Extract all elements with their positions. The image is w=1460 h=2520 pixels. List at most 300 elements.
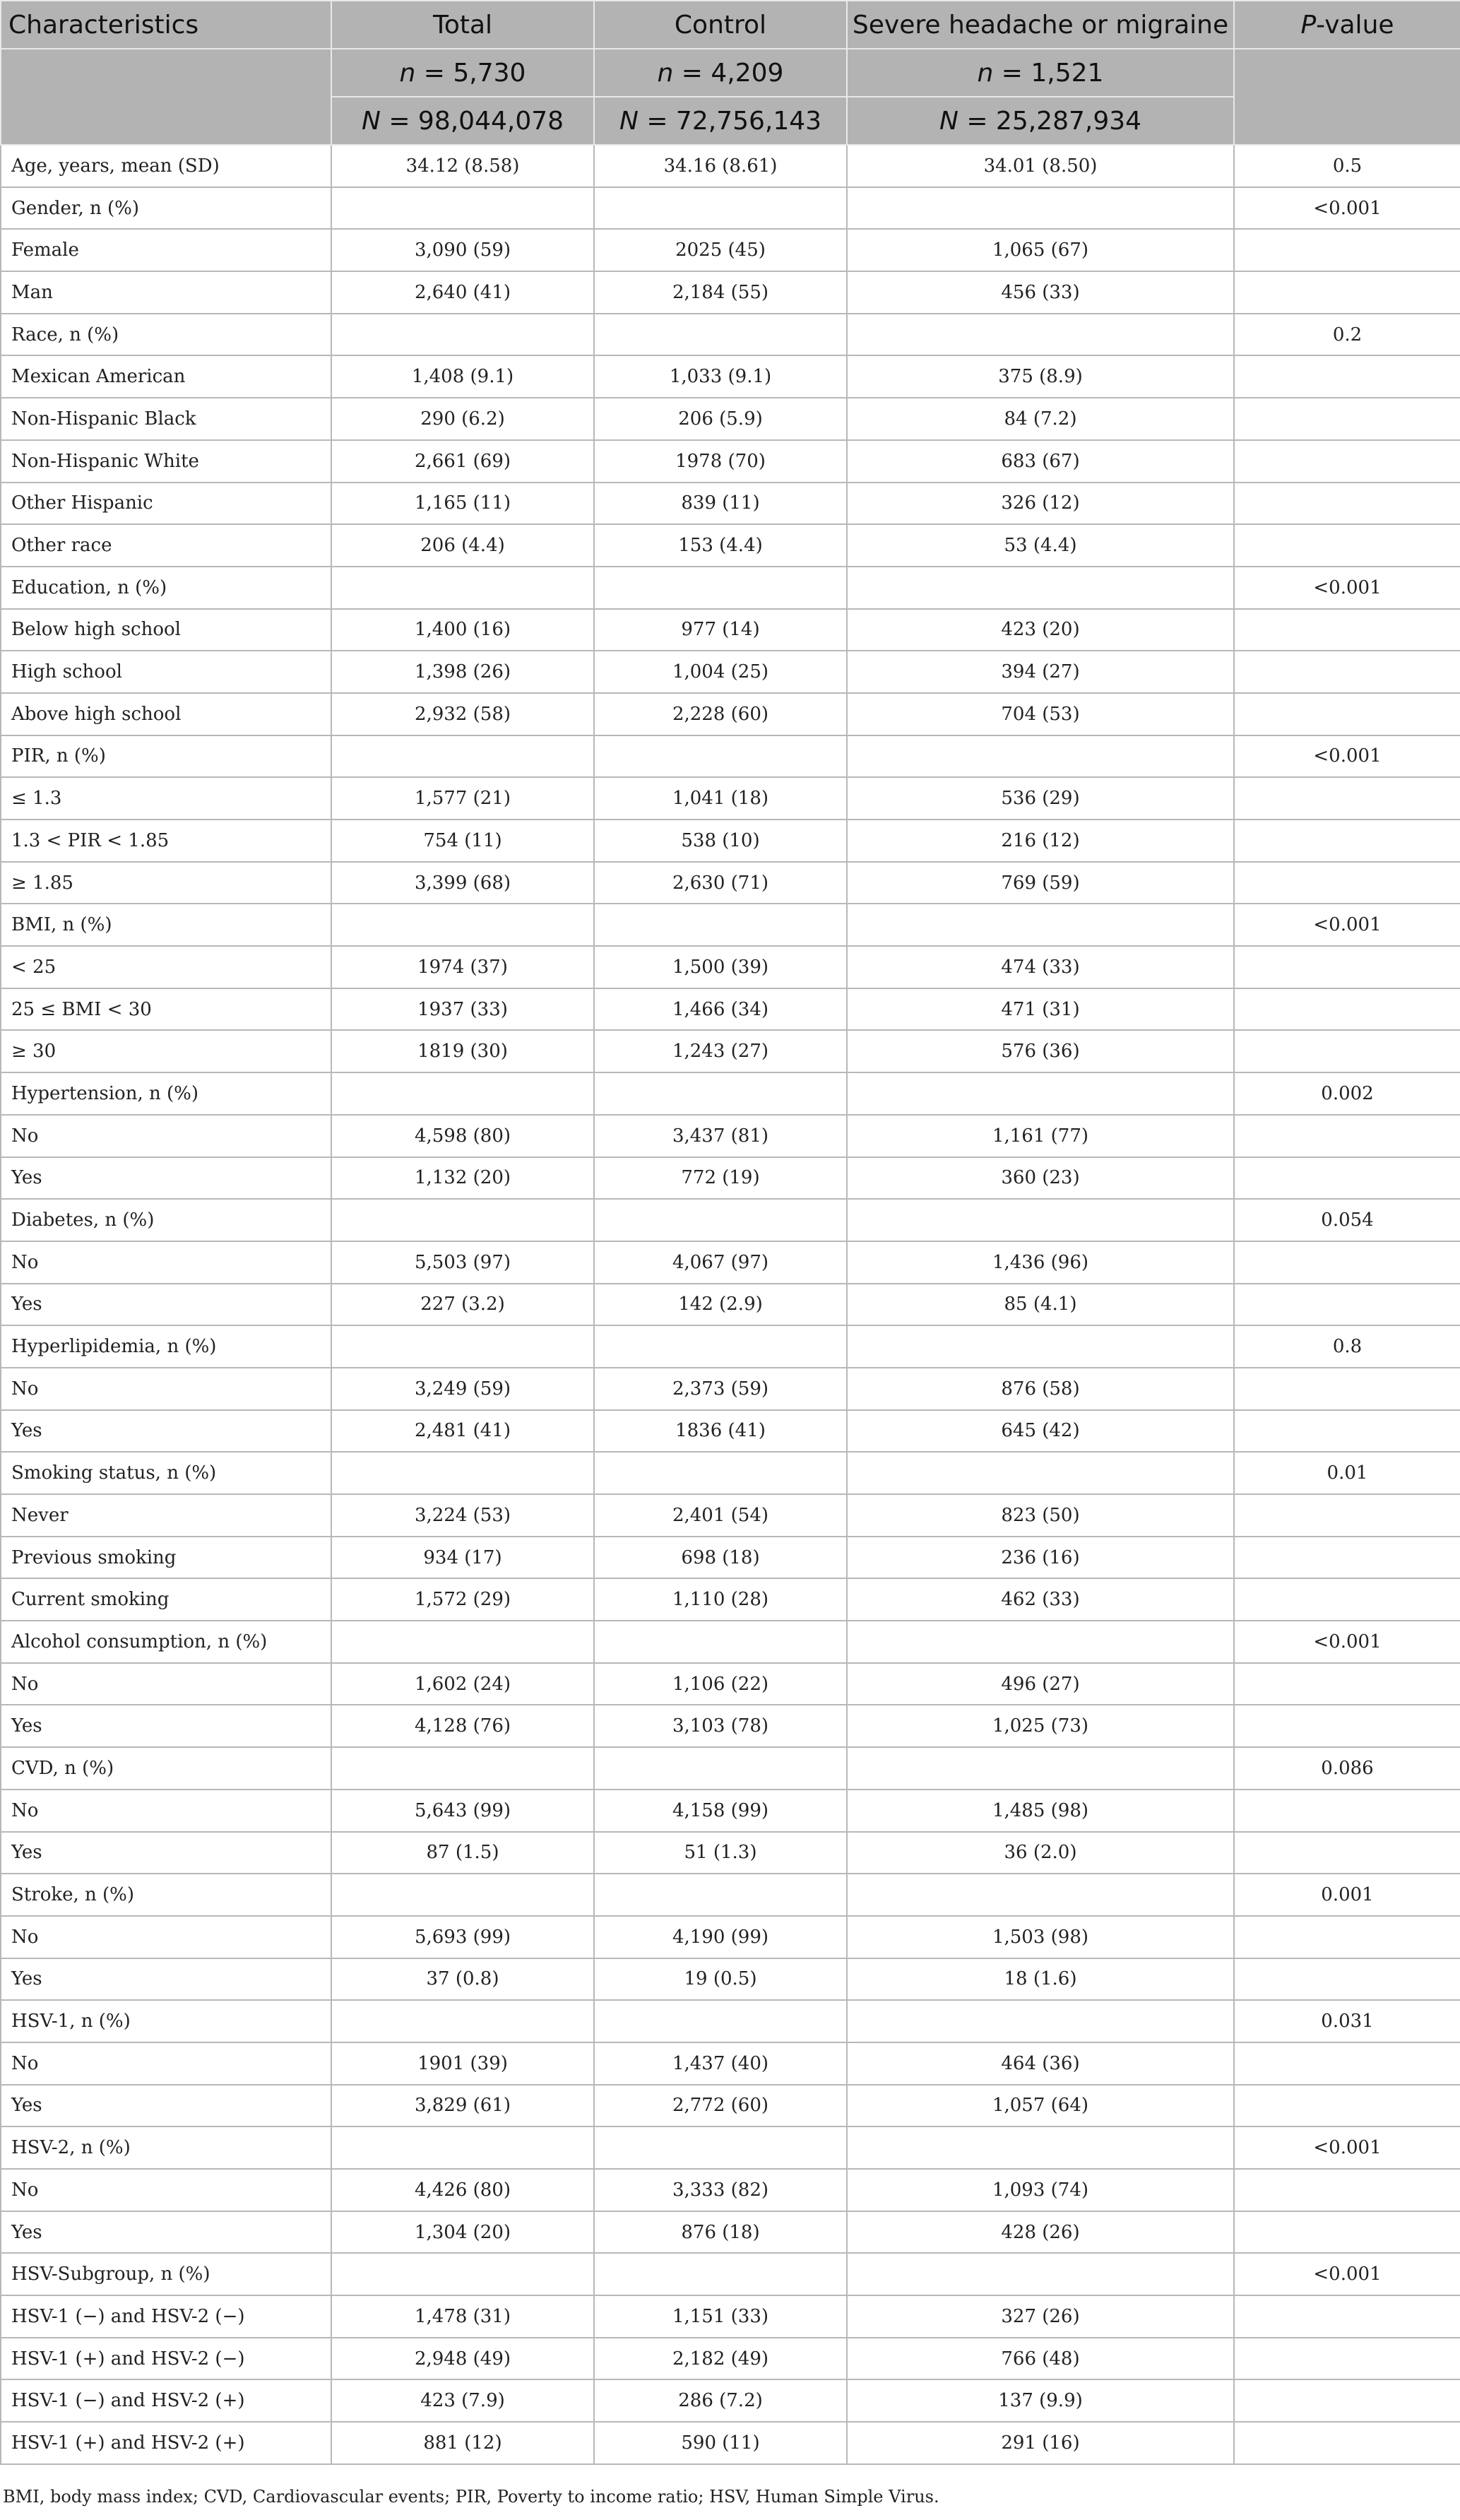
p-value: <0.001 — [1234, 567, 1460, 609]
p-value — [1234, 1494, 1460, 1537]
table-row — [1, 1030, 1460, 1072]
table-row — [1, 145, 1460, 187]
case-value — [847, 2000, 1234, 2042]
control-value: 590 (11) — [594, 2422, 847, 2464]
total-value — [331, 735, 594, 778]
control-value — [594, 1452, 847, 1494]
table-row — [1, 398, 1460, 440]
control-value: 2,228 (60) — [594, 693, 847, 735]
control-value — [594, 1874, 847, 1916]
row-label: Yes — [1, 2085, 331, 2127]
total-value: 87 (1.5) — [331, 1832, 594, 1874]
p-value — [1234, 1790, 1460, 1832]
control-value: 1,500 (39) — [594, 946, 847, 988]
row-label: CVD, n (%) — [1, 1747, 331, 1790]
p-value: 0.054 — [1234, 1199, 1460, 1241]
total-value: 4,128 (76) — [331, 1705, 594, 1747]
p-value — [1234, 693, 1460, 735]
control-value: 3,103 (78) — [594, 1705, 847, 1747]
case-value — [847, 1072, 1234, 1115]
row-label: < 25 — [1, 946, 331, 988]
p-value: 0.8 — [1234, 1325, 1460, 1368]
table-row — [1, 988, 1460, 1031]
p-value — [1234, 609, 1460, 651]
control-value: 51 (1.3) — [594, 1832, 847, 1874]
row-label: No — [1, 1916, 331, 1958]
total-value: 5,503 (97) — [331, 1241, 594, 1284]
control-value: 1,466 (34) — [594, 988, 847, 1031]
p-value — [1234, 2085, 1460, 2127]
row-label: Education, n (%) — [1, 567, 331, 609]
case-value: 704 (53) — [847, 693, 1234, 735]
total-value: 1901 (39) — [331, 2042, 594, 2085]
total-value: 3,399 (68) — [331, 862, 594, 904]
case-value: 1,485 (98) — [847, 1790, 1234, 1832]
p-value — [1234, 2422, 1460, 2464]
p-value — [1234, 2169, 1460, 2211]
row-label: ≥ 30 — [1, 1030, 331, 1072]
header-p-letter: P — [1300, 10, 1317, 40]
control-value: 2,772 (60) — [594, 2085, 847, 2127]
p-value — [1234, 440, 1460, 483]
p-value — [1234, 1241, 1460, 1284]
row-label: Man — [1, 271, 331, 314]
total-value: 1,602 (24) — [331, 1663, 594, 1705]
row-label: No — [1, 1663, 331, 1705]
control-value: 2025 (45) — [594, 229, 847, 271]
table-row — [1, 483, 1460, 525]
weighted-n-total: N = 98,044,078 — [331, 97, 594, 145]
total-value: 5,693 (99) — [331, 1916, 594, 1958]
total-value: 1819 (30) — [331, 1030, 594, 1072]
case-value: 1,503 (98) — [847, 1916, 1234, 1958]
p-value: 0.001 — [1234, 1874, 1460, 1916]
table-row — [1, 2000, 1460, 2042]
case-value: 576 (36) — [847, 1030, 1234, 1072]
case-value: 766 (48) — [847, 2338, 1234, 2380]
header-row — [1, 1, 1460, 49]
control-value: 153 (4.4) — [594, 524, 847, 567]
case-value: 84 (7.2) — [847, 398, 1234, 440]
p-value: <0.001 — [1234, 187, 1460, 230]
table-row — [1, 1874, 1460, 1916]
row-label: Age, years, mean (SD) — [1, 145, 331, 187]
control-value — [594, 567, 847, 609]
case-value: 428 (26) — [847, 2211, 1234, 2254]
control-value: 2,401 (54) — [594, 1494, 847, 1537]
control-value — [594, 187, 847, 230]
row-label: Smoking status, n (%) — [1, 1452, 331, 1494]
case-value: 769 (59) — [847, 862, 1234, 904]
control-value — [594, 1621, 847, 1663]
header-blank-right — [1234, 49, 1460, 145]
row-label: No — [1, 1790, 331, 1832]
total-value — [331, 2126, 594, 2169]
total-value: 1,304 (20) — [331, 2211, 594, 2254]
row-label: High school — [1, 651, 331, 693]
control-value — [594, 1072, 847, 1115]
total-value: 1,478 (31) — [331, 2295, 594, 2338]
case-value: 85 (4.1) — [847, 1284, 1234, 1326]
total-value: 2,932 (58) — [331, 693, 594, 735]
header-blank-left — [1, 49, 331, 145]
row-label: ≤ 1.3 — [1, 777, 331, 820]
table-row — [1, 1705, 1460, 1747]
case-value: 1,436 (96) — [847, 1241, 1234, 1284]
case-value: 18 (1.6) — [847, 1958, 1234, 2001]
table-row — [1, 2253, 1460, 2295]
case-value — [847, 1325, 1234, 1368]
table-row — [1, 2379, 1460, 2422]
table-row — [1, 1325, 1460, 1368]
row-label: Yes — [1, 1705, 331, 1747]
row-label: Stroke, n (%) — [1, 1874, 331, 1916]
row-label: Female — [1, 229, 331, 271]
p-value — [1234, 1157, 1460, 1200]
header-p-suffix: -value — [1316, 10, 1394, 40]
total-value: 1,398 (26) — [331, 651, 594, 693]
table-row — [1, 271, 1460, 314]
row-label: HSV-1 (−) and HSV-2 (−) — [1, 2295, 331, 2338]
case-value — [847, 1452, 1234, 1494]
control-value: 1,004 (25) — [594, 651, 847, 693]
case-value — [847, 1747, 1234, 1790]
total-value — [331, 904, 594, 946]
table-row — [1, 1199, 1460, 1241]
table-row — [1, 651, 1460, 693]
total-value — [331, 2253, 594, 2295]
table-row — [1, 2169, 1460, 2211]
table-row — [1, 1368, 1460, 1410]
case-value: 1,093 (74) — [847, 2169, 1234, 2211]
table-row — [1, 2422, 1460, 2464]
control-value — [594, 2000, 847, 2042]
table-row — [1, 1072, 1460, 1115]
table-row — [1, 1578, 1460, 1621]
control-value: 142 (2.9) — [594, 1284, 847, 1326]
case-value: 1,065 (67) — [847, 229, 1234, 271]
table-row — [1, 1790, 1460, 1832]
header-control: Control — [594, 1, 847, 49]
p-value — [1234, 271, 1460, 314]
table-row — [1, 777, 1460, 820]
row-label: Alcohol consumption, n (%) — [1, 1621, 331, 1663]
total-value: 3,090 (59) — [331, 229, 594, 271]
row-label: Yes — [1, 1410, 331, 1453]
case-value: 474 (33) — [847, 946, 1234, 988]
control-value: 2,373 (59) — [594, 1368, 847, 1410]
total-value: 754 (11) — [331, 820, 594, 862]
p-value — [1234, 524, 1460, 567]
total-value — [331, 1072, 594, 1115]
sample-size-row — [1, 49, 1460, 97]
case-value — [847, 1199, 1234, 1241]
case-value: 536 (29) — [847, 777, 1234, 820]
control-value: 1836 (41) — [594, 1410, 847, 1453]
row-label: Current smoking — [1, 1578, 331, 1621]
total-value: 881 (12) — [331, 2422, 594, 2464]
table-row — [1, 1452, 1460, 1494]
control-value: 1,151 (33) — [594, 2295, 847, 2338]
row-label: Hyperlipidemia, n (%) — [1, 1325, 331, 1368]
control-value — [594, 735, 847, 778]
control-value: 206 (5.9) — [594, 398, 847, 440]
total-value: 423 (7.9) — [331, 2379, 594, 2422]
total-value — [331, 1621, 594, 1663]
control-value: 876 (18) — [594, 2211, 847, 2254]
row-label: Mexican American — [1, 355, 331, 398]
control-value: 3,333 (82) — [594, 2169, 847, 2211]
row-label: Other race — [1, 524, 331, 567]
control-value: 2,630 (71) — [594, 862, 847, 904]
case-value: 216 (12) — [847, 820, 1234, 862]
case-value — [847, 2126, 1234, 2169]
row-label: Non-Hispanic Black — [1, 398, 331, 440]
total-value — [331, 1452, 594, 1494]
row-label: HSV-Subgroup, n (%) — [1, 2253, 331, 2295]
table-row — [1, 2085, 1460, 2127]
row-label: HSV-1 (−) and HSV-2 (+) — [1, 2379, 331, 2422]
total-value: 3,829 (61) — [331, 2085, 594, 2127]
case-value: 36 (2.0) — [847, 1832, 1234, 1874]
control-value — [594, 904, 847, 946]
p-value — [1234, 2338, 1460, 2380]
table-row — [1, 1157, 1460, 1200]
row-label: Above high school — [1, 693, 331, 735]
case-value — [847, 1621, 1234, 1663]
table-row — [1, 1410, 1460, 1453]
p-value: <0.001 — [1234, 1621, 1460, 1663]
total-value: 1,132 (20) — [331, 1157, 594, 1200]
table-row — [1, 2338, 1460, 2380]
control-value: 19 (0.5) — [594, 1958, 847, 2001]
row-label: Yes — [1, 1157, 331, 1200]
case-value: 462 (33) — [847, 1578, 1234, 1621]
case-value: 137 (9.9) — [847, 2379, 1234, 2422]
total-value: 2,640 (41) — [331, 271, 594, 314]
total-value — [331, 1747, 594, 1790]
control-value: 286 (7.2) — [594, 2379, 847, 2422]
row-label: Below high school — [1, 609, 331, 651]
p-value — [1234, 862, 1460, 904]
case-value: 327 (26) — [847, 2295, 1234, 2338]
case-value: 423 (20) — [847, 609, 1234, 651]
table-row — [1, 1241, 1460, 1284]
header-characteristics: Characteristics — [1, 1, 331, 49]
p-value — [1234, 1368, 1460, 1410]
p-value — [1234, 2211, 1460, 2254]
row-label: ≥ 1.85 — [1, 862, 331, 904]
p-value: 0.01 — [1234, 1452, 1460, 1494]
table-row — [1, 946, 1460, 988]
control-value — [594, 1325, 847, 1368]
table-row — [1, 1115, 1460, 1157]
total-value — [331, 1199, 594, 1241]
table-row — [1, 2211, 1460, 2254]
control-value: 2,182 (49) — [594, 2338, 847, 2380]
sample-n-case: n = 1,521 — [847, 49, 1234, 97]
case-value — [847, 904, 1234, 946]
table-footnote: BMI, body mass index; CVD, Cardiovascular events; PIR, Poverty to income ratio; HSV, Human Simple Virus. — [3, 2487, 939, 2507]
case-value: 291 (16) — [847, 2422, 1234, 2464]
case-value: 326 (12) — [847, 483, 1234, 525]
total-value: 2,948 (49) — [331, 2338, 594, 2380]
row-label: 1.3 < PIR < 1.85 — [1, 820, 331, 862]
total-value — [331, 314, 594, 356]
control-value: 2,184 (55) — [594, 271, 847, 314]
table-row — [1, 524, 1460, 567]
table-row — [1, 820, 1460, 862]
case-value: 375 (8.9) — [847, 355, 1234, 398]
case-value — [847, 187, 1234, 230]
table-row — [1, 2295, 1460, 2338]
total-value: 4,426 (80) — [331, 2169, 594, 2211]
total-value: 4,598 (80) — [331, 1115, 594, 1157]
p-value: <0.001 — [1234, 735, 1460, 778]
row-label: HSV-1, n (%) — [1, 2000, 331, 2042]
row-label: Yes — [1, 1284, 331, 1326]
table-row — [1, 1916, 1460, 1958]
p-value — [1234, 355, 1460, 398]
case-value: 456 (33) — [847, 271, 1234, 314]
table-row — [1, 314, 1460, 356]
row-label: HSV-1 (+) and HSV-2 (−) — [1, 2338, 331, 2380]
total-value: 290 (6.2) — [331, 398, 594, 440]
row-label: No — [1, 1241, 331, 1284]
control-value: 1,041 (18) — [594, 777, 847, 820]
case-value: 236 (16) — [847, 1537, 1234, 1579]
total-value: 1937 (33) — [331, 988, 594, 1031]
table-row — [1, 187, 1460, 230]
table-header — [1, 1, 1460, 145]
p-value — [1234, 229, 1460, 271]
p-value — [1234, 1284, 1460, 1326]
row-label: Yes — [1, 2211, 331, 2254]
sample-n-control: n = 4,209 — [594, 49, 847, 97]
control-value — [594, 1199, 847, 1241]
case-value — [847, 567, 1234, 609]
control-value: 1,110 (28) — [594, 1578, 847, 1621]
row-label: Race, n (%) — [1, 314, 331, 356]
total-value: 1974 (37) — [331, 946, 594, 988]
total-value — [331, 1325, 594, 1368]
control-value — [594, 1747, 847, 1790]
case-value: 645 (42) — [847, 1410, 1234, 1453]
control-value: 839 (11) — [594, 483, 847, 525]
case-value — [847, 1874, 1234, 1916]
case-value: 496 (27) — [847, 1663, 1234, 1705]
control-value: 4,067 (97) — [594, 1241, 847, 1284]
total-value — [331, 2000, 594, 2042]
row-label: No — [1, 1115, 331, 1157]
p-value: 0.5 — [1234, 145, 1460, 187]
p-value: 0.031 — [1234, 2000, 1460, 2042]
p-value — [1234, 483, 1460, 525]
table-row — [1, 693, 1460, 735]
table-row — [1, 567, 1460, 609]
p-value: <0.001 — [1234, 2126, 1460, 2169]
p-value: 0.002 — [1234, 1072, 1460, 1115]
case-value: 34.01 (8.50) — [847, 145, 1234, 187]
total-value: 37 (0.8) — [331, 1958, 594, 2001]
case-value — [847, 2253, 1234, 2295]
p-value: <0.001 — [1234, 2253, 1460, 2295]
p-value — [1234, 2379, 1460, 2422]
table-row — [1, 2126, 1460, 2169]
weighted-n-case: N = 25,287,934 — [847, 97, 1234, 145]
total-value: 1,572 (29) — [331, 1578, 594, 1621]
row-label: No — [1, 2169, 331, 2211]
total-value: 5,643 (99) — [331, 1790, 594, 1832]
row-label: BMI, n (%) — [1, 904, 331, 946]
p-value — [1234, 1115, 1460, 1157]
total-value: 3,249 (59) — [331, 1368, 594, 1410]
row-label: No — [1, 1368, 331, 1410]
control-value: 1978 (70) — [594, 440, 847, 483]
case-value: 1,025 (73) — [847, 1705, 1234, 1747]
table-row — [1, 862, 1460, 904]
total-value — [331, 1874, 594, 1916]
table-body — [1, 145, 1460, 2464]
row-label: 25 ≤ BMI < 30 — [1, 988, 331, 1031]
row-label: Previous smoking — [1, 1537, 331, 1579]
p-value — [1234, 1705, 1460, 1747]
p-value — [1234, 777, 1460, 820]
row-label: Yes — [1, 1832, 331, 1874]
total-value: 2,661 (69) — [331, 440, 594, 483]
p-value — [1234, 988, 1460, 1031]
case-value: 1,057 (64) — [847, 2085, 1234, 2127]
table-row — [1, 1494, 1460, 1537]
table-row — [1, 1284, 1460, 1326]
p-value — [1234, 1832, 1460, 1874]
control-value: 4,190 (99) — [594, 1916, 847, 1958]
row-label: No — [1, 2042, 331, 2085]
control-value — [594, 2126, 847, 2169]
control-value: 1,033 (9.1) — [594, 355, 847, 398]
case-value: 823 (50) — [847, 1494, 1234, 1537]
row-label: Diabetes, n (%) — [1, 1199, 331, 1241]
row-label: Never — [1, 1494, 331, 1537]
case-value: 464 (36) — [847, 2042, 1234, 2085]
case-value: 394 (27) — [847, 651, 1234, 693]
total-value: 2,481 (41) — [331, 1410, 594, 1453]
total-value: 1,577 (21) — [331, 777, 594, 820]
row-label: Hypertension, n (%) — [1, 1072, 331, 1115]
case-value: 1,161 (77) — [847, 1115, 1234, 1157]
control-value: 977 (14) — [594, 609, 847, 651]
p-value — [1234, 1410, 1460, 1453]
control-value — [594, 314, 847, 356]
weighted-n-control: N = 72,756,143 — [594, 97, 847, 145]
p-value — [1234, 1578, 1460, 1621]
sample-n-total: n = 5,730 — [331, 49, 594, 97]
table-row — [1, 1832, 1460, 1874]
p-value — [1234, 1537, 1460, 1579]
table-row — [1, 1621, 1460, 1663]
row-label: Other Hispanic — [1, 483, 331, 525]
table-row — [1, 229, 1460, 271]
table-row — [1, 2042, 1460, 2085]
case-value: 683 (67) — [847, 440, 1234, 483]
total-value — [331, 187, 594, 230]
total-value — [331, 567, 594, 609]
control-value: 772 (19) — [594, 1157, 847, 1200]
case-value: 471 (31) — [847, 988, 1234, 1031]
row-label: Non-Hispanic White — [1, 440, 331, 483]
row-label: Gender, n (%) — [1, 187, 331, 230]
control-value: 34.16 (8.61) — [594, 145, 847, 187]
